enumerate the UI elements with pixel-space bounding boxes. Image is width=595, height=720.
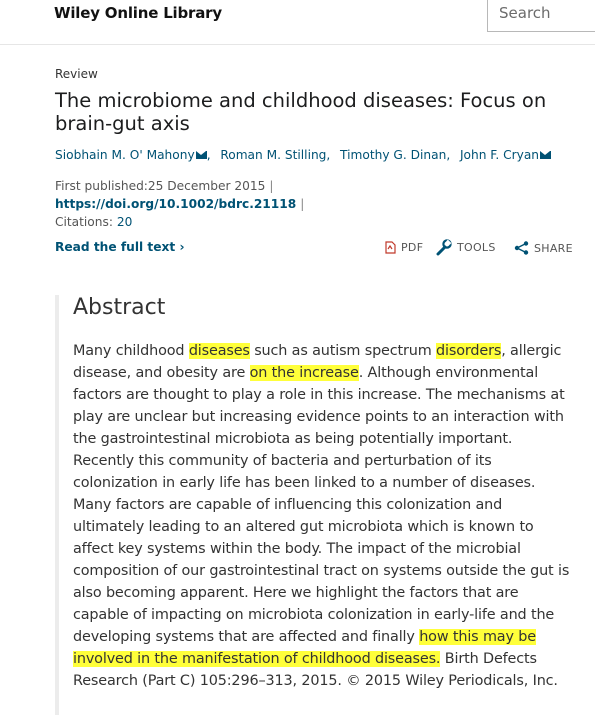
highlighted-text: disorders [436, 343, 502, 359]
email-icon[interactable] [196, 151, 207, 159]
share-button[interactable] [514, 241, 573, 255]
abstract-text-segment: , allergic disease, and obesity are [73, 343, 562, 381]
share-icon [514, 241, 529, 255]
email-icon[interactable] [540, 151, 551, 159]
search-input[interactable]: Search [487, 0, 595, 32]
abstract-text-segment: such as autism spectrum [249, 343, 437, 359]
abstract-heading: Abstract [73, 295, 166, 320]
share-label: SHARE [534, 241, 573, 255]
highlighted-text: diseases [188, 343, 250, 359]
doi-link[interactable]: https://doi.org/10.1002/bdrc.21118 [55, 197, 297, 211]
highlighted-text: how this may be involved in the manifestation of childhood diseases. [73, 629, 536, 667]
citations-count[interactable]: 20 [116, 215, 133, 229]
citations-label: Citations: [55, 215, 113, 229]
abstract-text-segment: . Although environmental factors are thought to play a role in this increase. The mechanisms at play are unclear but increasing evidence points to an interaction with the gastrointestinal microbiota as being potentially important. Recently this community of bacteria and perturbation of its colonization in early life has been linked to a number of diseases. Many factors are capable of influencing this colonization and ultimately leading to an altered gut microbiota which is known to affect key systems within the body. The impact of the microbial composition of our gastrointestinal tract on systems outside the gut is also becoming apparent. Here we highlight the factors that are capable of impacting on microbiota colonization in early-life and the developing systems that are affected and finally [73, 365, 570, 645]
article-type: Review [55, 67, 98, 81]
publication-info: First published:25 December 2015 | https://doi.org/10.1002/bdrc.21118 | Citations: 20 [55, 179, 305, 229]
author-list: Siobhain M. O' Mahony , Roman M. Stilling, Timothy G. Dinan, John F. Cryan [55, 148, 551, 162]
first-published-date: 25 December 2015 [147, 179, 266, 193]
abstract-text-segment: Birth Defects Research (Part C) 105:296–313, 2015. © 2015 Wiley Periodicals, Inc. [73, 651, 558, 689]
author-link[interactable]: Timothy G. Dinan [340, 148, 447, 162]
abstract-section [55, 295, 579, 715]
abstract-text [73, 340, 573, 692]
author-link[interactable]: Siobhain M. O' Mahony [55, 148, 207, 162]
site-logo[interactable]: Wiley Online Library [54, 4, 222, 22]
pdf-icon [385, 241, 396, 254]
abstract-text-segment: Many childhood [73, 343, 189, 359]
pdf-label: PDF [401, 241, 424, 254]
first-published-label: First published: [55, 179, 148, 193]
tools-button[interactable] [435, 239, 496, 256]
site-header [0, 0, 595, 45]
wrench-icon [435, 239, 452, 256]
read-full-text-link[interactable]: Read the full text › [55, 240, 185, 254]
tools-label: TOOLS [457, 241, 496, 254]
pdf-button[interactable] [385, 241, 423, 254]
highlighted-text: on the increase [249, 365, 359, 381]
author-link[interactable]: John F. Cryan [460, 148, 551, 162]
article-title: The microbiome and childhood diseases: Focus on brain-gut axis [55, 89, 547, 135]
author-link[interactable]: Roman M. Stilling [220, 148, 327, 162]
